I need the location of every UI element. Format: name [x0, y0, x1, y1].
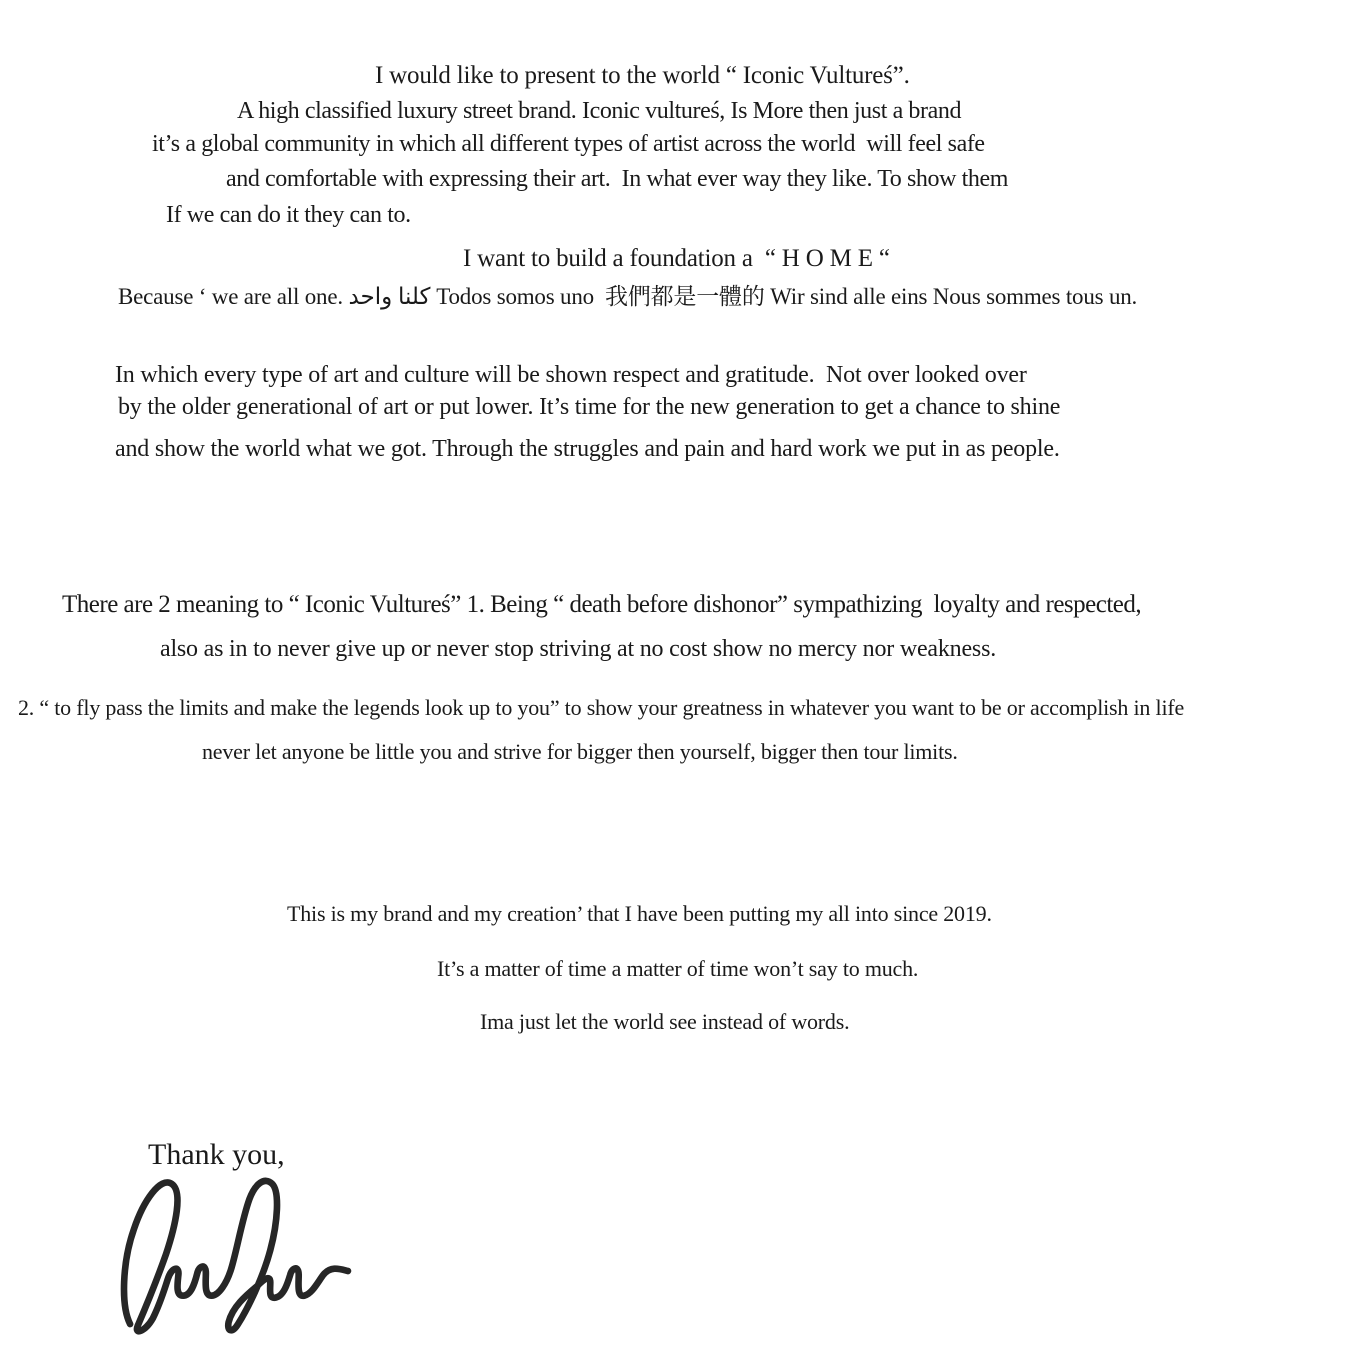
- meaning-one-line-2: also as in to never give up or never stop striving at no cost show no mercy nor weakness.: [160, 636, 997, 662]
- intro-line-3: it’s a global community in which all different types of artist across the world will feel safe: [152, 131, 985, 157]
- brand-statement-line: This is my brand and my creation’ that I have been putting my all into since 2019.: [287, 901, 992, 926]
- closing-salutation: Thank you,: [148, 1138, 285, 1171]
- home-statement-line: I want to build a foundation a “ H O M E “: [463, 245, 890, 272]
- intro-line-4: and comfortable with expressing their art. In what ever way they like. To show them: [226, 166, 1009, 192]
- signature-handwriting: [103, 1163, 358, 1343]
- world-see-line: Ima just let the world see instead of words.: [480, 1009, 850, 1034]
- signature-stroke: [124, 1181, 348, 1331]
- intro-line-1: I would like to present to the world “ Iconic Vultureś”.: [375, 62, 910, 89]
- intro-line-5: If we can do it they can to.: [166, 202, 411, 228]
- we-are-all-one-line: Because ‘ we are all one. كلنا واحد Todos somos uno 我們都是一體的 Wir sind alle eins Nous sommes tous un.: [118, 284, 1138, 309]
- meaning-two-line-1: 2. “ to fly pass the limits and make the legends look up to you” to show your greatness in whatever you want to be or accomplish in life: [18, 695, 1185, 720]
- matter-of-time-line: It’s a matter of time a matter of time won’t say to much.: [437, 956, 919, 981]
- intro-line-2: A high classified luxury street brand. Iconic vultureś, Is More then just a brand: [237, 98, 962, 124]
- respect-paragraph-line-2: by the older generational of art or put lower. It’s time for the new generation to get a chance to shine: [118, 394, 1061, 420]
- respect-paragraph-line-3: and show the world what we got. Through the struggles and pain and hard work we put in as people.: [115, 436, 1060, 462]
- meaning-one-line-1: There are 2 meaning to “ Iconic Vultureś” 1. Being “ death before dishonor” sympathizing loyalty and respected,: [62, 591, 1142, 618]
- respect-paragraph-line-1: In which every type of art and culture will be shown respect and gratitude. Not over looked over: [115, 362, 1027, 388]
- meaning-two-line-2: never let anyone be little you and strive for bigger then yourself, bigger then tour limits.: [202, 739, 958, 764]
